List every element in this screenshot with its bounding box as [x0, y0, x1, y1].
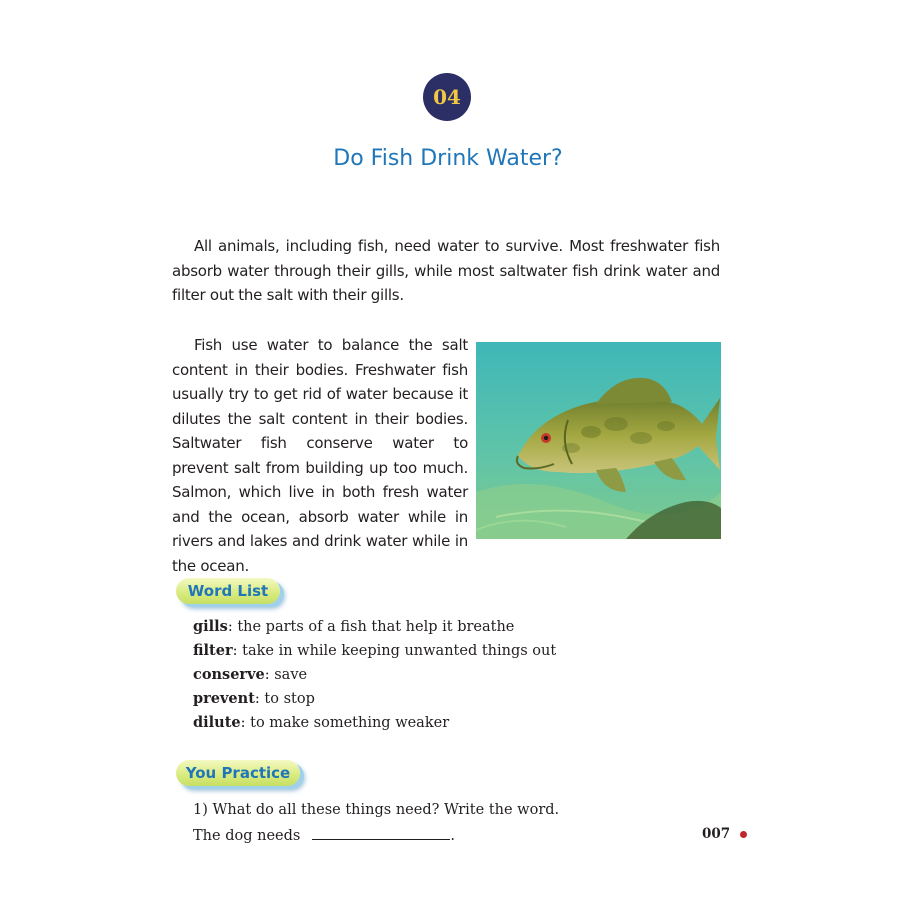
list-item	[193, 615, 556, 639]
you-practice-tab: You Practice	[176, 760, 300, 786]
paragraph-2: Fish use water to balance the salt content in their bodies. Freshwater fish usually try to get rid of water because it dilutes the salt content in their bodies. Saltwater fish conserve water to prevent salt from building up too much. Salmon, which live in both fresh water and the ocean, absorb water while in rivers and lakes and drink water while in the ocean.	[172, 336, 468, 575]
word-list-tab: Word List	[176, 578, 280, 604]
definition: : to make something weaker	[240, 715, 450, 731]
list-item	[193, 639, 556, 663]
paragraph-1: All animals, including fish, need water to survive. Most freshwater fish absorb water through their gills, while most saltwater fish drink water and filter out the salt with their gills.	[172, 237, 720, 304]
prompt-end: .	[450, 828, 455, 844]
chapter-number-badge	[423, 73, 471, 121]
word-list	[193, 615, 556, 735]
term: filter	[193, 642, 233, 659]
page-number	[702, 826, 747, 842]
chapter-number: 04	[433, 85, 461, 109]
practice-prompt: The dog needs	[193, 828, 301, 844]
page-number-text: 007	[702, 826, 731, 842]
definition: : to stop	[254, 691, 315, 707]
term: conserve	[193, 666, 265, 683]
definition: : the parts of a fish that help it breathe	[227, 619, 515, 635]
practice-question: 1) What do all these things need? Write the word.	[193, 802, 560, 818]
red-dot-icon	[740, 831, 747, 838]
term: gills	[193, 618, 228, 635]
practice-prompt-line	[193, 823, 559, 849]
term: dilute	[193, 714, 241, 731]
list-item	[193, 711, 556, 735]
term: prevent	[193, 690, 255, 707]
list-item	[193, 687, 556, 711]
bass-fish-photo	[476, 342, 721, 539]
chapter-title: Do Fish Drink Water?	[333, 146, 563, 171]
answer-blank[interactable]	[312, 823, 450, 840]
list-item	[193, 663, 556, 687]
definition: : save	[264, 667, 308, 683]
definition: : take in while keeping unwanted things out	[232, 643, 557, 659]
practice-section	[193, 797, 559, 849]
